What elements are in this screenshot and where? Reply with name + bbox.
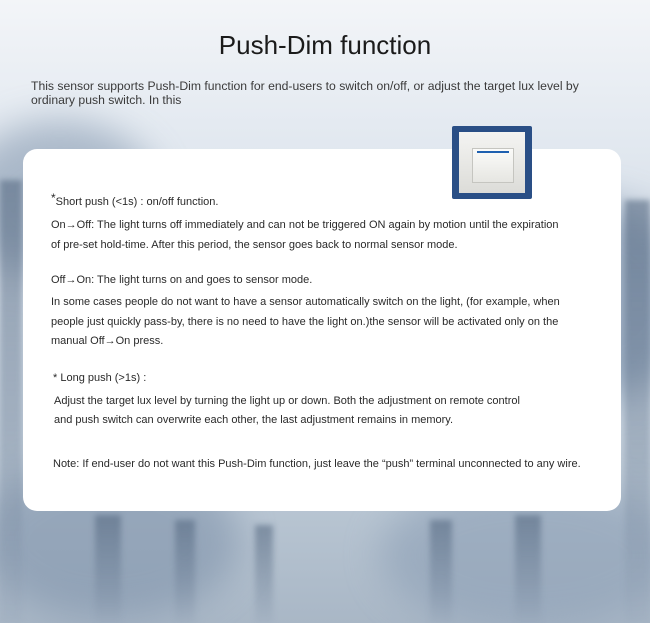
on-off-line-2: of pre-set hold-time. After this period, the sensor goes back to normal sensor mode. [51,239,458,251]
intro-text: This sensor supports Push-Dim function for end-users to switch on/off, or adjust the target lux level by ordinary push switch. In this [31,79,579,107]
off-on-line-2: In some cases people do not want to have a sensor automatically switch on the light, (for example, when [51,296,560,308]
push-switch-icon [452,126,532,199]
off-on-line-3: people just quickly pass-by, there is no need to have the light on.)the sensor will be activated only on the [51,316,559,328]
long-push-line-1: Adjust the target lux level by turning the light up or down. Both the adjustment on remote control [54,395,520,407]
switch-indicator [477,151,509,153]
note-text: Note: If end-user do not want this Push-Dim function, just leave the “push” terminal unconnected to any wire. [53,458,581,470]
off-on-line-1: Off→On: The light turns on and goes to sensor mode. [51,274,313,286]
short-push-label: Short push (<1s) : on/off function. [55,196,219,208]
long-push-line-2: and push switch can overwrite each other, the last adjustment remains in memory. [54,414,454,426]
page-title: Push-Dim function [218,30,432,60]
long-push-heading: * Long push (>1s) : [53,372,147,384]
switch-key [472,148,514,183]
on-off-line-1: On→Off: The light turns off immediately and can not be triggered ON again by motion until the expiration [51,219,559,231]
off-on-line-4: manual Off→On press. [51,335,164,347]
switch-plate [459,132,525,193]
asterisk: * [51,191,56,205]
short-push-heading [51,192,218,213]
